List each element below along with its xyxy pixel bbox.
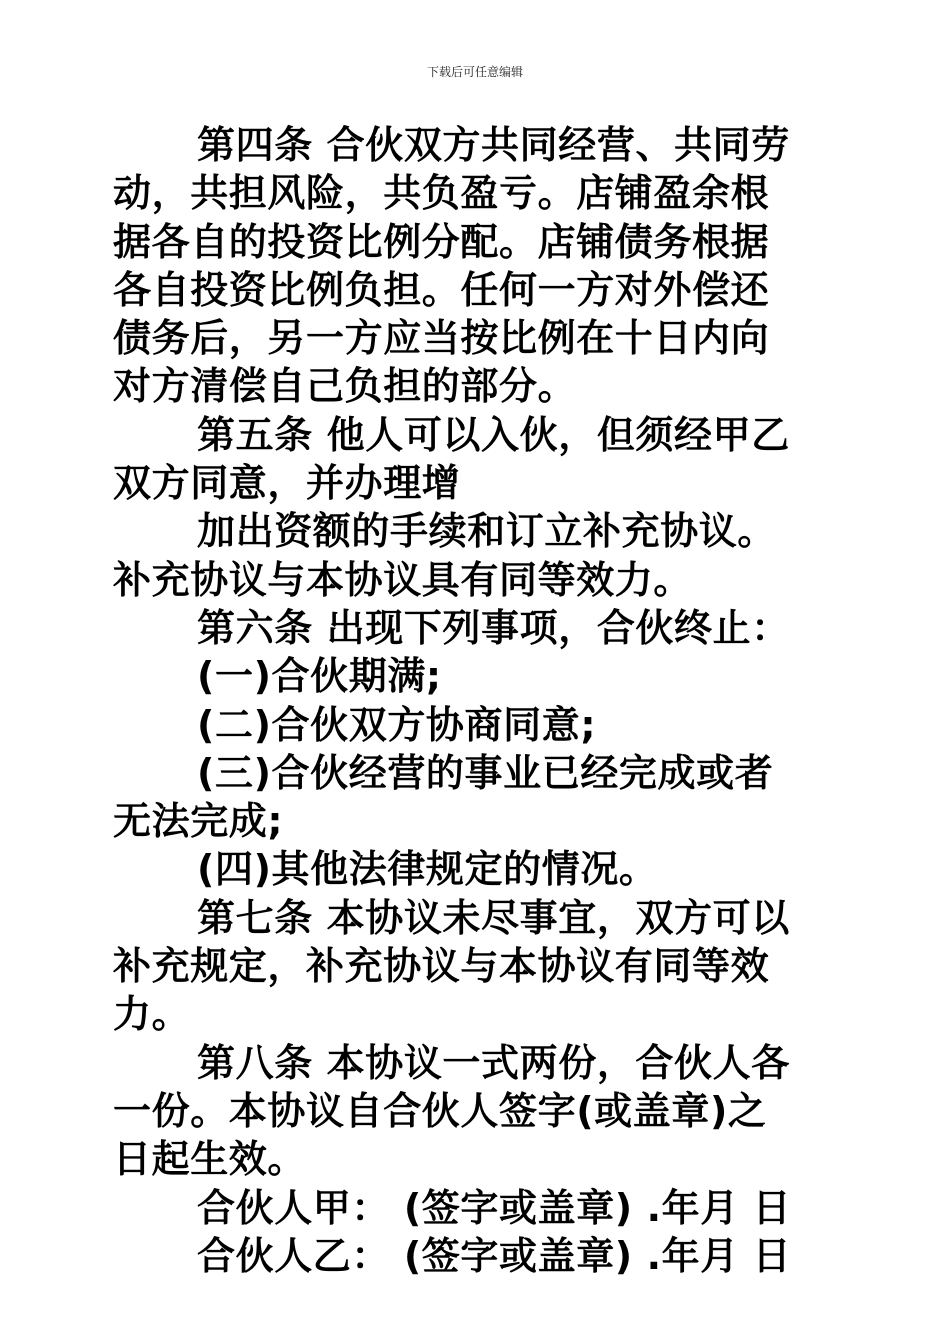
article-6-item-3: (三)合伙经营的事业已经完成或者 [197, 750, 774, 795]
article-5-line-2: 双方同意，并办理增 [113, 461, 461, 506]
article-5-line-3: 加出资额的手续和订立补充协议。 [197, 509, 777, 554]
document-body [113, 121, 843, 1280]
article-6-item-1: (一)合伙期满; [197, 654, 442, 699]
article-5-line-1: 第五条 他人可以入伙，但须经甲乙 [197, 412, 790, 457]
signature-partner-b: 合伙人乙： (签字或盖章) .年月 日 [197, 1233, 792, 1278]
article-8-line-3: 日起生效。 [113, 1137, 307, 1182]
article-8-line-1: 第八条 本协议一式两份，合伙人各 [197, 1040, 790, 1085]
article-7-line-3: 力。 [113, 992, 191, 1037]
signature-partner-a: 合伙人甲： (签字或盖章) .年月 日 [197, 1185, 792, 1230]
article-7-line-2: 补充规定，补充协议与本协议有同等效 [113, 944, 770, 989]
article-6-line-1: 第六条 出现下列事项，合伙终止： [197, 605, 790, 650]
article-4-line-4: 各自投资比例负担。任何一方对外偿还 [113, 267, 770, 312]
article-6-item-4: (四)其他法律规定的情况。 [197, 847, 658, 892]
article-5-line-4: 补充协议与本协议具有同等效力。 [113, 557, 693, 602]
article-4-line-2: 动，共担风险，共负盈亏。店铺盈余根 [113, 171, 770, 216]
article-4-line-1: 第四条 合伙双方共同经营、共同劳 [197, 123, 790, 167]
article-6-item-2: (二)合伙双方协商同意; [197, 702, 597, 747]
page-header: 下载后可任意编辑 [426, 65, 523, 79]
article-7-line-1: 第七条 本协议未尽事宜，双方可以 [197, 895, 790, 940]
article-4-line-6: 对方清偿自己负担的部分。 [113, 364, 577, 409]
article-4-line-5: 债务后，另一方应当按比例在十日内向 [113, 316, 770, 361]
article-4-line-3: 据各自的投资比例分配。店铺债务根据 [113, 219, 770, 264]
article-6-item-3-cont: 无法完成; [113, 799, 284, 844]
article-8-line-2: 一份。本协议自合伙人签字(或盖章)之 [113, 1088, 767, 1133]
